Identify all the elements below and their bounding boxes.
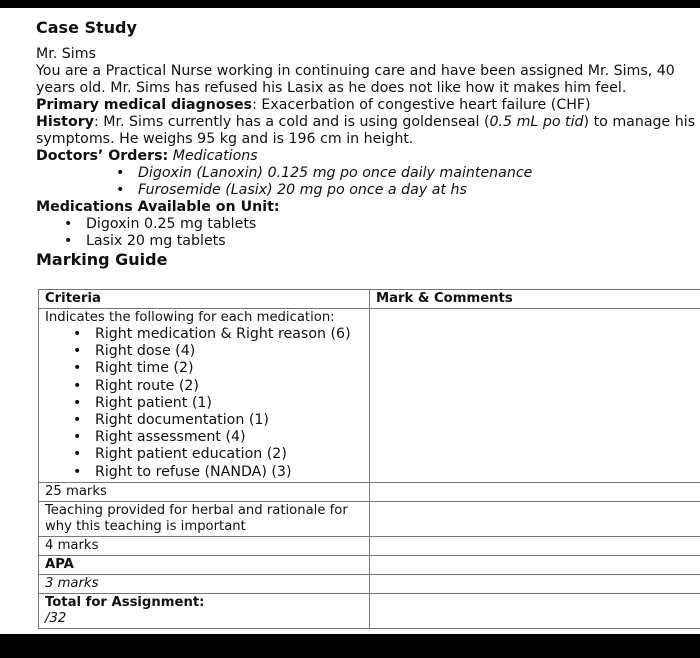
list-item: • Digoxin 0.25 mg tablets xyxy=(36,216,696,233)
table-row xyxy=(39,574,700,593)
marks-cell: 4 marks xyxy=(39,536,370,555)
marks-cell: 25 marks xyxy=(39,482,370,501)
patient-name: Mr. Sims xyxy=(36,46,96,62)
mark-cell xyxy=(370,501,700,536)
available-label: Medications Available on Unit: xyxy=(36,199,280,215)
criteria-cell xyxy=(39,555,370,574)
table-row xyxy=(39,555,700,574)
list-item: • Furosemide (Lasix) 20 mg po once a day at hs xyxy=(36,182,696,199)
available-list xyxy=(36,216,696,250)
history-text-before: : Mr. Sims currently has a cold and is using goldenseal ( xyxy=(93,114,490,130)
orders-label: Doctors’ Orders: xyxy=(36,148,169,164)
mark-cell xyxy=(370,555,700,574)
mark-comments-header: Mark & Comments xyxy=(370,290,700,309)
list-item: • Right route (2) xyxy=(45,378,363,395)
history-label: History xyxy=(36,114,94,130)
list-item: • Right patient education (2) xyxy=(45,446,363,463)
list-item: • Digoxin (Lanoxin) 0.125 mg po once daily maintenance xyxy=(36,165,696,182)
list-item: • Right time (2) xyxy=(45,360,363,377)
diagnoses-label: Primary medical diagnoses xyxy=(36,97,253,113)
total-title: Total for Assignment: xyxy=(45,594,205,610)
marks-cell: 3 marks xyxy=(39,574,370,593)
history-line xyxy=(36,114,696,148)
criteria-cell xyxy=(39,593,370,628)
mark-cell xyxy=(370,574,700,593)
diagnoses-text: : Exacerbation of congestive heart failure (CHF) xyxy=(252,97,591,113)
list-item: • Right patient (1) xyxy=(45,395,363,412)
list-item: • Right medication & Right reason (6) xyxy=(45,326,363,343)
list-item: • Right to refuse (NANDA) (3) xyxy=(45,464,363,481)
apa-title: APA xyxy=(45,556,74,572)
list-item: • Lasix 20 mg tablets xyxy=(36,233,696,250)
table-row xyxy=(39,482,700,501)
orders-sublabel: Medications xyxy=(172,148,258,164)
bottom-bar xyxy=(0,634,700,658)
total-marks: /32 xyxy=(45,610,67,626)
criteria-cell: Teaching provided for herbal and rationale for why this teaching is important xyxy=(39,501,370,536)
criteria-cell xyxy=(39,309,370,483)
marking-guide-title: Marking Guide xyxy=(36,250,168,269)
mark-cell xyxy=(370,482,700,501)
intro-paragraph: You are a Practical Nurse working in continuing care and have been assigned Mr. Sims, 40 years old. Mr. Sims has refused his Lasix as he does not like how it makes him feel. xyxy=(36,63,675,96)
list-item: • Right assessment (4) xyxy=(45,429,363,446)
table-row xyxy=(39,536,700,555)
orders-list xyxy=(36,165,696,199)
mark-cell xyxy=(370,593,700,628)
case-study-heading: Case Study xyxy=(36,18,137,37)
diagnoses-line xyxy=(36,97,696,114)
table-row xyxy=(39,501,700,536)
table-header-row xyxy=(39,290,700,309)
marking-guide-table xyxy=(38,289,700,629)
document-page xyxy=(0,8,700,634)
row1-intro: Indicates the following for each medication: xyxy=(45,310,335,325)
criteria-list xyxy=(45,326,363,481)
history-dose: 0.5 mL po tid xyxy=(489,114,584,130)
mark-cell xyxy=(370,536,700,555)
table-row xyxy=(39,593,700,628)
table-row xyxy=(39,309,700,483)
list-item: • Right dose (4) xyxy=(45,343,363,360)
orders-line xyxy=(36,148,696,165)
list-item: • Right documentation (1) xyxy=(45,412,363,429)
history-text-after: ) to manage his symptoms. He weighs 95 kg and is 196 cm in height. xyxy=(36,114,696,147)
case-study-content xyxy=(36,18,696,286)
criteria-header: Criteria xyxy=(39,290,370,309)
mark-cell xyxy=(370,309,700,483)
